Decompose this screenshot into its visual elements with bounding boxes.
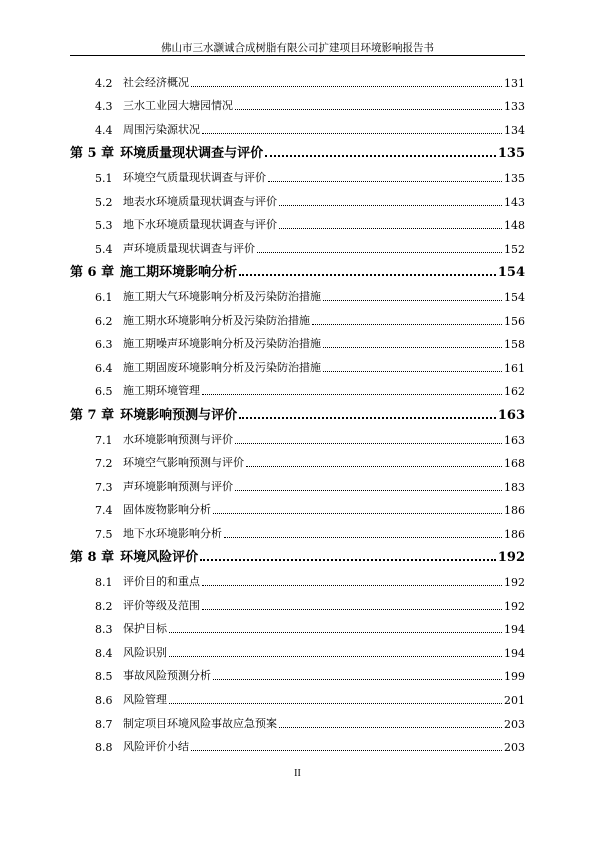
toc-entry-title: 制定项目环境风险事故应急预案: [123, 716, 277, 730]
toc-entry-title: 地下水环境质量现状调查与评价: [123, 218, 277, 232]
toc-entry-title: 施工期环境管理: [123, 384, 200, 398]
toc-leader-dots: [191, 86, 502, 87]
toc-entry-page: 199: [504, 670, 525, 684]
toc-leader-dots: [169, 656, 502, 657]
toc-section-entry[interactable]: [70, 209, 525, 233]
toc-entry-page: 143: [504, 195, 525, 209]
toc-entry-title: 事故风险预测分析: [123, 669, 211, 683]
toc-leader-dots: [202, 585, 502, 586]
toc-entry-number: 5.1: [95, 171, 113, 185]
toc-entry-page: 192: [504, 576, 525, 590]
toc-entry-number: 7.1: [95, 433, 113, 447]
table-of-contents: [70, 66, 525, 754]
toc-leader-dots: [239, 417, 496, 419]
toc-entry-title: 社会经济概况: [123, 75, 189, 89]
toc-section-entry[interactable]: [70, 683, 525, 707]
toc-leader-dots: [213, 513, 502, 514]
toc-leader-dots: [323, 300, 502, 301]
toc-entry-page: 203: [504, 741, 525, 755]
toc-section-entry[interactable]: [70, 161, 525, 185]
toc-leader-dots: [279, 727, 502, 728]
toc-entry-page: 158: [504, 338, 525, 352]
toc-leader-dots: [202, 394, 502, 395]
toc-entry-number: 8.8: [95, 741, 113, 755]
toc-entry-number: 6.1: [95, 290, 113, 304]
toc-entry-number: 8.3: [95, 623, 113, 637]
toc-leader-dots: [323, 371, 502, 372]
toc-section-entry[interactable]: [70, 328, 525, 352]
toc-leader-dots: [279, 205, 502, 206]
toc-entry-page: 168: [504, 457, 525, 471]
toc-entry-page: 152: [504, 242, 525, 256]
toc-chapter-entry[interactable]: [70, 137, 525, 162]
toc-entry-number: 7.3: [95, 480, 113, 494]
toc-entry-title: 环境影响预测与评价: [120, 407, 238, 423]
toc-entry-page: 131: [504, 76, 525, 90]
toc-entry-page: 194: [504, 646, 525, 660]
toc-entry-number: 4.4: [95, 123, 113, 137]
toc-entry-page: 194: [504, 623, 525, 637]
toc-section-entry[interactable]: [70, 470, 525, 494]
toc-entry-title: 环境质量现状调查与评价: [120, 146, 264, 162]
toc-entry-page: 134: [504, 123, 525, 137]
toc-entry-title: 风险识别: [123, 645, 167, 659]
toc-entry-title: 风险评价小结: [123, 740, 189, 754]
toc-entry-number: 8.2: [95, 599, 113, 613]
toc-leader-dots: [169, 703, 502, 704]
toc-entry-title: 施工期噪声环境影响分析及污染防治措施: [123, 337, 321, 351]
toc-entry-number: 4.2: [95, 76, 113, 90]
toc-leader-dots: [202, 609, 502, 610]
toc-leader-dots: [235, 109, 502, 110]
toc-entry-title: 评价目的和重点: [123, 575, 200, 589]
toc-entry-title: 环境空气影响预测与评价: [123, 456, 244, 470]
toc-entry-page: 135: [504, 171, 525, 185]
toc-leader-dots: [239, 274, 496, 276]
toc-section-entry[interactable]: [70, 66, 525, 90]
toc-entry-title: 保护目标: [123, 622, 167, 636]
toc-leader-dots: [235, 443, 502, 444]
toc-section-entry[interactable]: [70, 90, 525, 114]
toc-leader-dots: [202, 133, 502, 134]
toc-entry-title: 地下水环境影响分析: [123, 526, 222, 540]
toc-section-entry[interactable]: [70, 351, 525, 375]
footer-page-number: II: [294, 768, 301, 779]
header-divider: [70, 55, 525, 56]
toc-entry-number: 第 5 章: [70, 146, 115, 162]
toc-entry-title: 声环境质量现状调查与评价: [123, 241, 255, 255]
toc-entry-page: 148: [504, 219, 525, 233]
toc-entry-number: 第 8 章: [70, 550, 115, 566]
toc-entry-title: 评价等级及范围: [123, 598, 200, 612]
toc-section-entry[interactable]: [70, 447, 525, 471]
toc-entry-title: 施工期固废环境影响分析及污染防治措施: [123, 360, 321, 374]
toc-section-entry[interactable]: [70, 232, 525, 256]
toc-entry-title: 施工期大气环境影响分析及污染防治措施: [123, 289, 321, 303]
toc-leader-dots: [279, 228, 502, 229]
toc-entry-title: 施工期水环境影响分析及污染防治措施: [123, 313, 310, 327]
toc-entry-number: 5.4: [95, 242, 113, 256]
page-header-title: 佛山市三水灏诚合成树脂有限公司扩建项目环境影响报告书: [161, 42, 434, 54]
toc-entry-number: 5.3: [95, 219, 113, 233]
toc-entry-page: 163: [497, 407, 525, 423]
toc-entry-title: 周围污染源状况: [123, 122, 200, 136]
toc-leader-dots: [169, 632, 502, 633]
toc-entry-number: 8.1: [95, 576, 113, 590]
toc-section-entry[interactable]: [70, 517, 525, 541]
toc-section-entry[interactable]: [70, 660, 525, 684]
toc-entry-page: 133: [504, 100, 525, 114]
toc-entry-title: 施工期环境影响分析: [120, 265, 238, 281]
toc-section-entry[interactable]: [70, 707, 525, 731]
toc-entry-title: 环境风险评价: [120, 550, 199, 566]
toc-section-entry[interactable]: [70, 613, 525, 637]
toc-entry-title: 固体废物影响分析: [123, 503, 211, 517]
toc-entry-number: 7.2: [95, 457, 113, 471]
toc-entry-page: 183: [504, 480, 525, 494]
toc-section-entry[interactable]: [70, 113, 525, 137]
toc-entry-number: 5.2: [95, 195, 113, 209]
toc-leader-dots: [312, 324, 502, 325]
toc-leader-dots: [323, 347, 502, 348]
toc-entry-page: 201: [504, 694, 525, 708]
toc-entry-number: 8.4: [95, 646, 113, 660]
toc-entry-title: 水环境影响预测与评价: [123, 432, 233, 446]
toc-leader-dots: [246, 466, 502, 467]
toc-leader-dots: [257, 252, 502, 253]
toc-section-entry[interactable]: [70, 304, 525, 328]
toc-chapter-entry[interactable]: [70, 398, 525, 423]
toc-section-entry[interactable]: [70, 185, 525, 209]
toc-entry-title: 风险管理: [123, 693, 167, 707]
toc-section-entry[interactable]: [70, 494, 525, 518]
toc-entry-title: 三水工业园大塘园情况: [123, 99, 233, 113]
toc-leader-dots: [268, 181, 502, 182]
toc-leader-dots: [235, 490, 502, 491]
toc-entry-number: 7.4: [95, 504, 113, 518]
toc-entry-number: 第 7 章: [70, 407, 115, 423]
toc-leader-dots: [200, 559, 496, 561]
toc-chapter-entry[interactable]: [70, 256, 525, 281]
toc-entry-number: 6.4: [95, 361, 113, 375]
toc-section-entry[interactable]: [70, 589, 525, 613]
toc-entry-number: 8.7: [95, 717, 113, 731]
toc-section-entry[interactable]: [70, 731, 525, 755]
toc-leader-dots: [265, 155, 496, 157]
toc-entry-page: 135: [497, 146, 525, 162]
toc-entry-page: 161: [504, 361, 525, 375]
toc-entry-page: 186: [504, 504, 525, 518]
toc-entry-title: 地表水环境质量现状调查与评价: [123, 194, 277, 208]
toc-entry-number: 6.5: [95, 385, 113, 399]
toc-entry-page: 203: [504, 717, 525, 731]
toc-chapter-entry[interactable]: [70, 541, 525, 566]
toc-section-entry[interactable]: [70, 280, 525, 304]
toc-entry-page: 192: [497, 550, 525, 566]
toc-section-entry[interactable]: [70, 565, 525, 589]
toc-leader-dots: [191, 750, 502, 751]
toc-entry-page: 163: [504, 433, 525, 447]
toc-entry-page: 162: [504, 385, 525, 399]
toc-entry-page: 154: [504, 290, 525, 304]
toc-entry-number: 第 6 章: [70, 265, 115, 281]
toc-section-entry[interactable]: [70, 423, 525, 447]
toc-entry-number: 8.6: [95, 694, 113, 708]
toc-leader-dots: [224, 537, 502, 538]
toc-entry-title: 环境空气质量现状调查与评价: [123, 170, 266, 184]
toc-entry-number: 6.2: [95, 314, 113, 328]
toc-section-entry[interactable]: [70, 375, 525, 399]
toc-entry-page: 186: [504, 527, 525, 541]
toc-leader-dots: [213, 679, 502, 680]
toc-section-entry[interactable]: [70, 636, 525, 660]
toc-entry-number: 4.3: [95, 100, 113, 114]
toc-entry-page: 154: [497, 265, 525, 281]
toc-entry-number: 8.5: [95, 670, 113, 684]
toc-entry-page: 192: [504, 599, 525, 613]
toc-entry-number: 7.5: [95, 527, 113, 541]
toc-entry-number: 6.3: [95, 338, 113, 352]
toc-entry-page: 156: [504, 314, 525, 328]
toc-entry-title: 声环境影响预测与评价: [123, 479, 233, 493]
